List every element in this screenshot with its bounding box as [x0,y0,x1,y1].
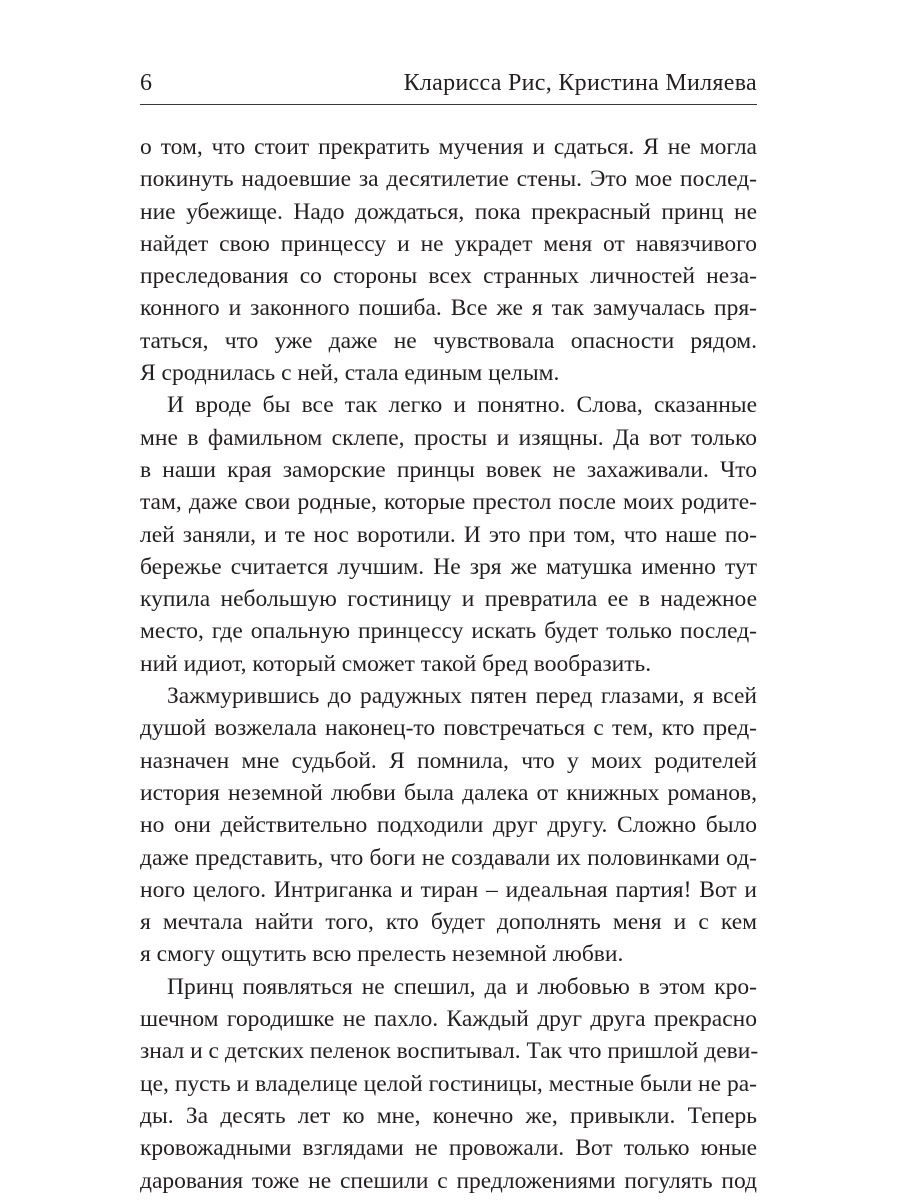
text-line: душой возжелала наконец-то повстречаться с тем, кто пред- [140,715,757,742]
page-number: 6 [140,70,152,96]
text-line: лей заняли, и те нос воротили. И это при том, что наше по- [140,521,757,548]
paragraph [140,389,757,680]
text-line: ние убежище. Надо дождаться, пока прекрасный принц не [140,198,757,225]
paragraph [140,131,757,389]
text-line: даже представить, что боги не создавали их половинками од- [140,844,757,871]
text-line: место, где опальную принцессу искать будет только послед- [140,618,757,645]
text-line: И вроде бы все так легко и понятно. Слова, сказанные [167,392,757,419]
text-line: покинуть надоевшие за десятилетие стены. Это мое послед- [140,166,757,193]
paragraph [140,680,757,971]
text-line: но они действительно подходили друг другу. Сложно было [140,812,757,839]
text-line: ний идиот, который сможет такой бред вообразить. [140,650,652,677]
paragraph [140,971,757,1197]
body-text [140,131,757,1197]
text-line: преследования со стороны всех странных личностей неза- [140,263,757,290]
running-header [140,66,757,100]
text-line: я мечтала найти того, кто будет дополнять меня и с кем [140,909,757,936]
text-line: таться, что уже даже не чувствовала опасности рядом. [140,327,757,354]
text-line: найдет свою принцессу и не украдет меня от навязчивого [140,230,757,257]
text-line: ного целого. Интриганка и тиран – идеальная партия! Вот и [140,876,757,903]
text-line: це, пусть и владелице целой гостиницы, местные были не ра- [140,1070,757,1097]
text-line: я смогу ощутить всю прелесть неземной любви. [140,941,624,968]
header-rule [140,104,757,105]
text-line: ды. За десять лет ко мне, конечно же, привыкли. Теперь [140,1102,757,1129]
text-line: о том, что стоит прекратить мучения и сдаться. Я не могла [140,134,757,160]
text-line: назначен мне судьбой. Я помнила, что у моих родителей [140,747,757,774]
text-line: Принц появляться не спешил, да и любовью в этом кро- [167,973,757,1000]
text-line: знал и с детских пеленок воспитывал. Так что пришлой деви- [140,1038,759,1065]
text-line: конного и законного пошиба. Все же я так замучалась пря- [140,295,757,322]
text-line: Я сроднилась с ней, стала единым целым. [140,360,560,387]
text-line: мне в фамильном склепе, просты и изящны. Да вот только [140,424,757,451]
text-line: история неземной любви была далека от книжных романов, [140,779,757,806]
text-line: бережье считается лучшим. Не зря же матушка именно тут [140,553,757,580]
text-line: купила небольшую гостиницу и превратила ее в надежное [140,586,757,613]
text-line: Зажмурившись до радужных пятен перед глазами, я всей [167,683,757,710]
text-line: там, даже свои родные, которые престол после моих родите- [140,489,757,516]
running-title: Кларисса Рис, Кристина Миляева [403,70,757,96]
text-line: в наши края заморские принцы вовек не захаживали. Что [140,456,757,483]
text-line: кровожадными взглядами не провожали. Вот только юные [140,1135,757,1162]
text-line: шечном городишке не пахло. Каждый друг друга прекрасно [140,1006,757,1033]
text-line: дарования тоже не спешили с предложениями погулять под [140,1167,757,1194]
